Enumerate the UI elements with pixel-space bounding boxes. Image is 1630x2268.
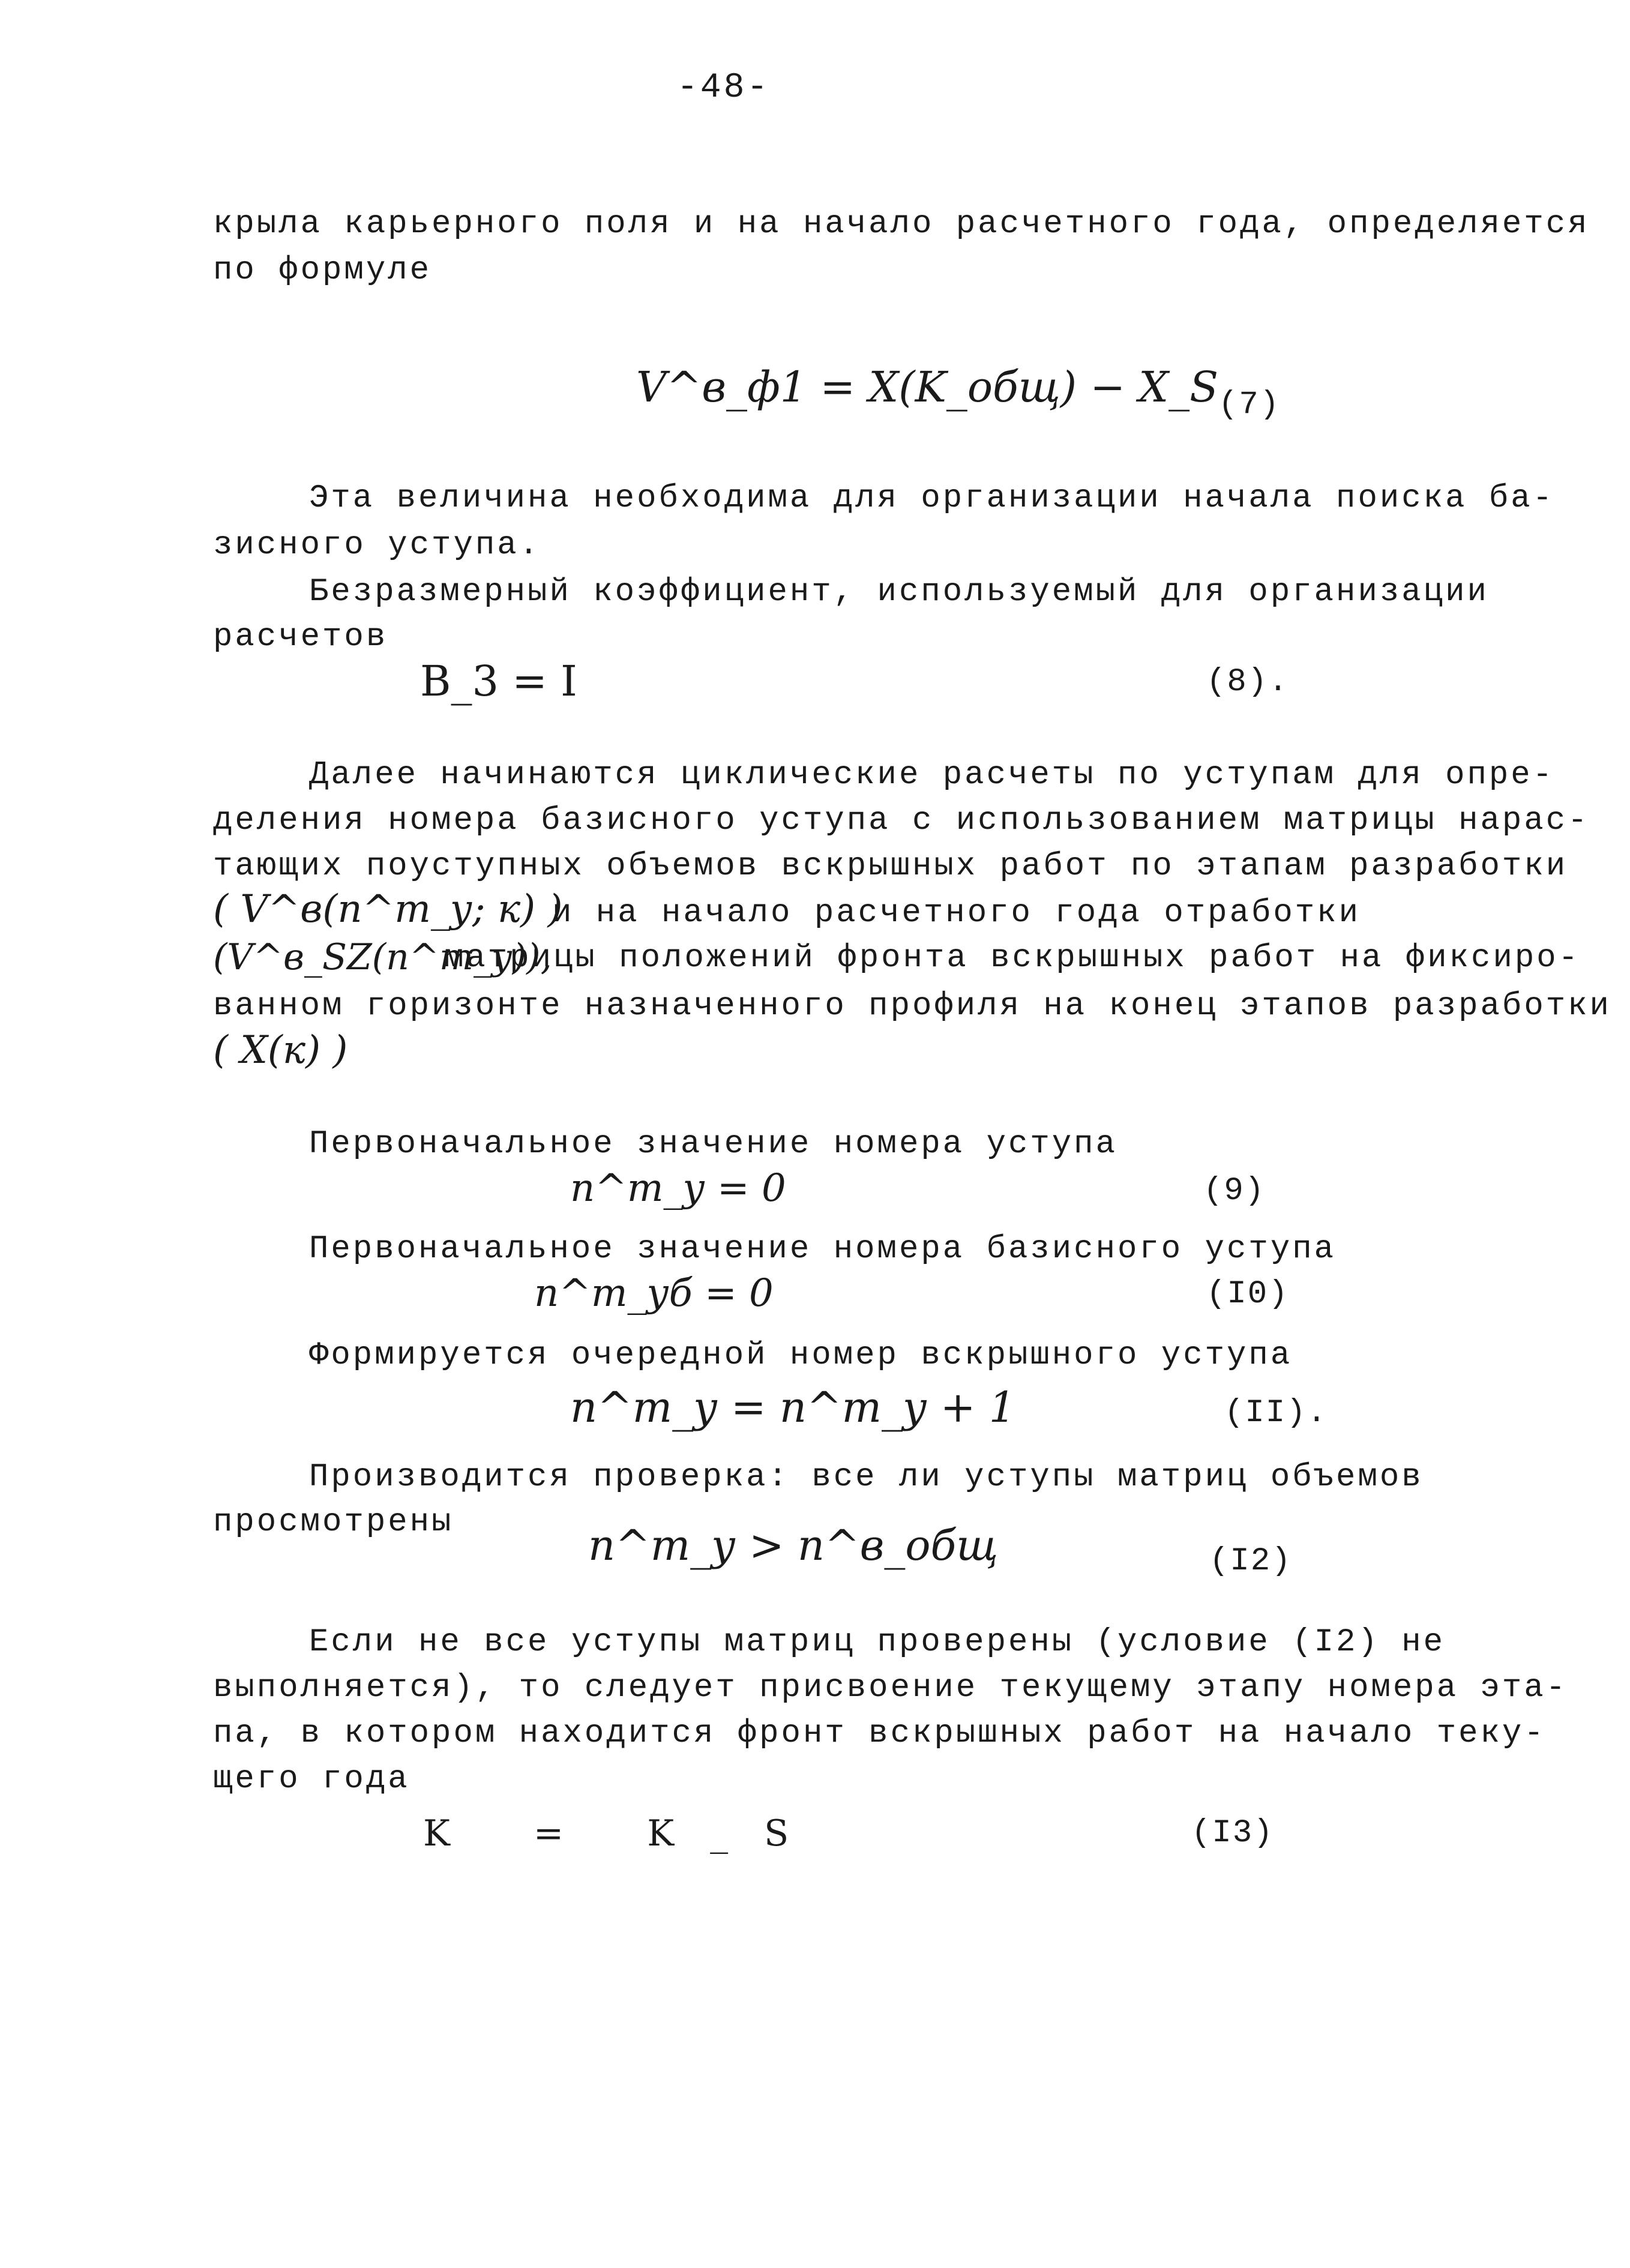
text-line: деления номера базисного уступа с использованием матрицы нарас- — [213, 802, 1590, 839]
formula-10-text: n^m_уб = 0 — [534, 1271, 774, 1316]
text-line: зисного уступа. — [213, 527, 541, 564]
formula-10 — [534, 1266, 774, 1320]
equation-number: (I0) — [1206, 1276, 1289, 1313]
formula-x-k-text: ( X(к) ) — [213, 1028, 348, 1072]
text-line: просмотрены — [213, 1504, 454, 1541]
text-line: Эта величина необходима для организации начала поиска ба- — [309, 480, 1555, 517]
formula-12 — [588, 1518, 998, 1572]
formula-8-text: B_3 = I — [420, 657, 577, 706]
text-line: Производится проверка: все ли уступы матриц объемов — [309, 1459, 1424, 1496]
formula-v-bk-text: ( V^в(n^m_у; к) ) — [213, 887, 563, 931]
page-number: -48- — [677, 68, 771, 107]
text-line: Безразмерный коэффициент, используемый для организации — [309, 574, 1489, 610]
text-line: Далее начинаются циклические расчеты по уступам для опре- — [309, 757, 1555, 793]
formula-13-text: K = K_S — [423, 1812, 825, 1854]
equation-number: (7) — [1218, 387, 1281, 423]
text-line: тающих поуступных объемов вскрышных работ по этапам разработки — [213, 848, 1568, 885]
text-line: расчетов — [213, 619, 388, 655]
text-line: ванном горизонте назначенного профиля на конец этапов разработки — [213, 988, 1611, 1024]
text-line: Если не все уступы матриц проверены (условие (I2) не — [309, 1624, 1446, 1661]
equation-number: (I2) — [1209, 1543, 1292, 1580]
text-line: по формуле — [213, 252, 432, 289]
formula-v-bk — [213, 882, 562, 936]
formula-9 — [570, 1161, 786, 1215]
text-line: Формируется очередной номер вскрышного уступа — [309, 1337, 1293, 1374]
formula-11-text: n^m_у = n^m_у + 1 — [570, 1383, 1016, 1432]
text-line: Первоначальное значение номера уступа — [309, 1126, 1117, 1163]
formula-7-text: V^в_ф1 = X(K_общ) − X_S — [636, 362, 1219, 412]
formula-v-sz-text: (V^в_SZ(n^m_у)), — [213, 936, 552, 978]
formula-13 — [423, 1806, 825, 1860]
text-line: щего года — [213, 1761, 410, 1797]
equation-number: (I3) — [1191, 1815, 1274, 1851]
formula-12-text: n^m_у > n^в_общ — [588, 1521, 999, 1570]
text-line: матрицы положений фронта вскрышных работ на фиксиро- — [444, 940, 1581, 976]
text-line: выполняется), то следует присвоение текущему этапу номера эта- — [213, 1670, 1568, 1706]
formula-9-text: n^m_у = 0 — [570, 1166, 786, 1211]
formula-x-k — [213, 1023, 347, 1077]
text-line: па, в котором находится фронт вскрышных работ на начало теку- — [213, 1715, 1546, 1752]
equation-number: (9) — [1203, 1173, 1266, 1209]
formula-8 — [420, 654, 577, 708]
formula-11 — [570, 1380, 1015, 1434]
text-line: и на начало расчетного года отработки — [552, 895, 1361, 931]
equation-number: (8). — [1206, 664, 1289, 700]
text-line: Первоначальное значение номера базисного уступа — [309, 1231, 1337, 1268]
text-line: крыла карьерного поля и на начало расчетного года, определяется — [213, 206, 1590, 242]
formula-7 — [636, 360, 1218, 414]
equation-number: (II). — [1224, 1395, 1328, 1431]
